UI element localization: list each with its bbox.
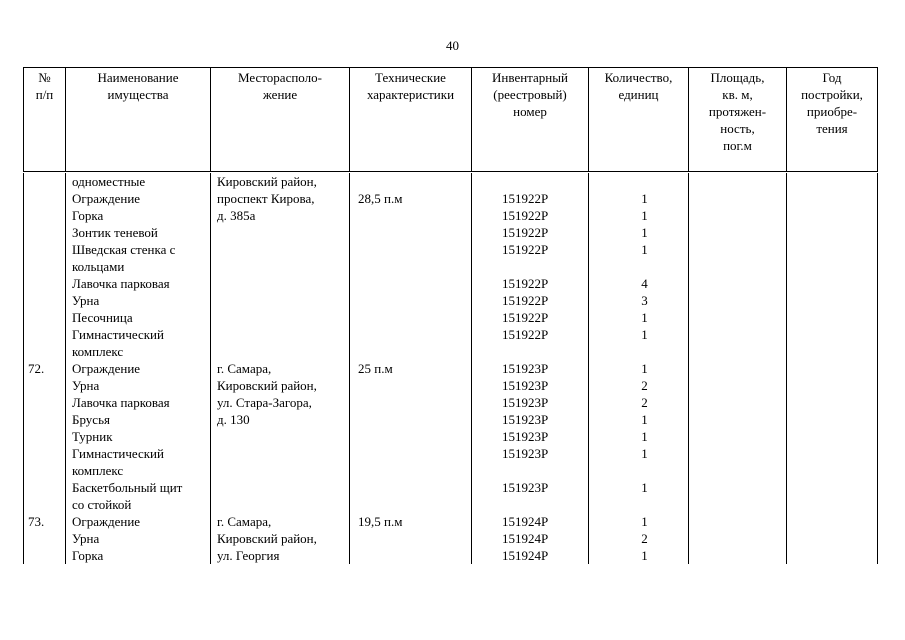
table-row: [24, 360, 878, 377]
row-number: [24, 411, 66, 428]
table-row: [24, 394, 878, 411]
item-location: [211, 224, 350, 241]
item-inventory: 151923Р: [472, 428, 589, 445]
item-location: [211, 275, 350, 292]
item-inventory: 151922Р: [472, 309, 589, 326]
item-tech: [350, 207, 472, 224]
item-inventory: 151922Р: [472, 207, 589, 224]
item-name: Лавочка парковая: [66, 275, 211, 292]
item-inventory: 151922Р: [472, 190, 589, 207]
item-quantity: 1: [589, 445, 689, 479]
item-area: [689, 190, 787, 207]
item-inventory: 151923Р: [472, 479, 589, 513]
item-year: [787, 275, 878, 292]
item-year: [787, 530, 878, 547]
item-name: Горка: [66, 547, 211, 564]
item-tech: [350, 394, 472, 411]
item-name: Песочница: [66, 309, 211, 326]
item-name: Баскетбольный щит со стойкой: [66, 479, 211, 513]
table-row: [24, 377, 878, 394]
item-name: Шведская стенка с кольцами: [66, 241, 211, 275]
item-quantity: 3: [589, 292, 689, 309]
item-tech: [350, 292, 472, 309]
item-quantity: 2: [589, 394, 689, 411]
header-location: Месторасполо- жение: [211, 68, 350, 172]
item-location: Кировский район,: [211, 377, 350, 394]
table-row: [24, 479, 878, 513]
item-quantity: 1: [589, 309, 689, 326]
item-name: Ограждение: [66, 190, 211, 207]
item-location: Кировский район,: [211, 173, 350, 190]
item-location: [211, 445, 350, 479]
item-area: [689, 173, 787, 190]
item-year: [787, 190, 878, 207]
table-row: [24, 275, 878, 292]
header-inventory: Инвентарный (реестровый) номер: [472, 68, 589, 172]
item-area: [689, 309, 787, 326]
item-tech: [350, 411, 472, 428]
item-name: Турник: [66, 428, 211, 445]
row-number: [24, 377, 66, 394]
table-row: [24, 241, 878, 275]
row-number: [24, 326, 66, 360]
item-name: Гимнастический комплекс: [66, 326, 211, 360]
item-year: [787, 292, 878, 309]
item-tech: [350, 479, 472, 513]
item-inventory: 151923Р: [472, 394, 589, 411]
item-area: [689, 360, 787, 377]
item-tech: [350, 445, 472, 479]
item-location: [211, 326, 350, 360]
item-location: д. 385а: [211, 207, 350, 224]
row-number: [24, 479, 66, 513]
item-year: [787, 241, 878, 275]
table-row: [24, 445, 878, 479]
item-year: [787, 207, 878, 224]
item-area: [689, 530, 787, 547]
row-number: [24, 241, 66, 275]
item-area: [689, 513, 787, 530]
item-area: [689, 377, 787, 394]
item-quantity: 4: [589, 275, 689, 292]
item-tech: [350, 326, 472, 360]
item-area: [689, 326, 787, 360]
item-location: [211, 479, 350, 513]
table-body: [23, 173, 878, 564]
item-location: д. 130: [211, 411, 350, 428]
table-row: [24, 513, 878, 530]
item-location: [211, 241, 350, 275]
item-area: [689, 411, 787, 428]
item-inventory: 151922Р: [472, 224, 589, 241]
item-name: Ограждение: [66, 513, 211, 530]
item-name: Урна: [66, 377, 211, 394]
table-row: [24, 326, 878, 360]
header-row: [24, 68, 878, 172]
item-year: [787, 360, 878, 377]
item-name: Горка: [66, 207, 211, 224]
item-tech: [350, 275, 472, 292]
item-inventory: 151924Р: [472, 547, 589, 564]
row-number: [24, 190, 66, 207]
item-tech: [350, 173, 472, 190]
row-number: [24, 275, 66, 292]
item-inventory: 151923Р: [472, 411, 589, 428]
item-name: Гимнастический комплекс: [66, 445, 211, 479]
row-number: [24, 428, 66, 445]
item-name: Зонтик теневой: [66, 224, 211, 241]
item-tech: [350, 547, 472, 564]
item-year: [787, 394, 878, 411]
page-number: 40: [446, 38, 459, 53]
item-name: Урна: [66, 530, 211, 547]
item-name: одноместные: [66, 173, 211, 190]
item-year: [787, 309, 878, 326]
table-row: [24, 547, 878, 564]
row-number: [24, 394, 66, 411]
row-number: [24, 207, 66, 224]
item-location: г. Самара,: [211, 360, 350, 377]
item-tech: 25 п.м: [350, 360, 472, 377]
item-location: [211, 292, 350, 309]
item-tech: [350, 224, 472, 241]
item-inventory: 151923Р: [472, 377, 589, 394]
item-year: [787, 547, 878, 564]
item-quantity: 1: [589, 326, 689, 360]
item-name: Урна: [66, 292, 211, 309]
item-tech: [350, 530, 472, 547]
item-inventory: 151923Р: [472, 445, 589, 479]
row-number: [24, 224, 66, 241]
item-inventory: 151924Р: [472, 530, 589, 547]
row-number: [24, 547, 66, 564]
header-year: Год постройки, приобре- тения: [787, 68, 878, 172]
table-row: [24, 190, 878, 207]
item-location: Кировский район,: [211, 530, 350, 547]
item-area: [689, 445, 787, 479]
item-area: [689, 292, 787, 309]
item-year: [787, 411, 878, 428]
item-tech: [350, 241, 472, 275]
header-tech: Технические характеристики: [350, 68, 472, 172]
table-row: [24, 292, 878, 309]
item-quantity: 2: [589, 377, 689, 394]
item-area: [689, 241, 787, 275]
header-area: Площадь, кв. м, протяжен- ность, пог.м: [689, 68, 787, 172]
row-number: [24, 445, 66, 479]
item-year: [787, 428, 878, 445]
item-year: [787, 173, 878, 190]
item-area: [689, 275, 787, 292]
item-inventory: 151924Р: [472, 513, 589, 530]
table-row: [24, 173, 878, 190]
item-area: [689, 428, 787, 445]
table-header: [23, 67, 878, 172]
item-tech: 28,5 п.м: [350, 190, 472, 207]
table-row: [24, 530, 878, 547]
item-area: [689, 207, 787, 224]
item-area: [689, 394, 787, 411]
item-name: Лавочка парковая: [66, 394, 211, 411]
item-area: [689, 479, 787, 513]
table-row: [24, 207, 878, 224]
item-quantity: 1: [589, 411, 689, 428]
item-quantity: 2: [589, 530, 689, 547]
header-quantity: Количество, единиц: [589, 68, 689, 172]
table-row: [24, 224, 878, 241]
item-inventory: 151923Р: [472, 360, 589, 377]
row-number: [24, 173, 66, 190]
item-location: ул. Стара-Загора,: [211, 394, 350, 411]
item-quantity: 1: [589, 428, 689, 445]
item-tech: [350, 377, 472, 394]
item-quantity: 1: [589, 207, 689, 224]
row-number: 72.: [24, 360, 66, 377]
row-number: [24, 309, 66, 326]
item-quantity: 1: [589, 547, 689, 564]
row-number: [24, 530, 66, 547]
item-location: ул. Георгия: [211, 547, 350, 564]
item-quantity: [589, 173, 689, 190]
item-year: [787, 479, 878, 513]
item-year: [787, 377, 878, 394]
item-quantity: 1: [589, 360, 689, 377]
item-quantity: 1: [589, 224, 689, 241]
table-row: [24, 411, 878, 428]
row-number: 73.: [24, 513, 66, 530]
item-inventory: [472, 173, 589, 190]
item-tech: 19,5 п.м: [350, 513, 472, 530]
header-number: № п/п: [24, 68, 66, 172]
item-tech: [350, 309, 472, 326]
item-area: [689, 547, 787, 564]
item-inventory: 151922Р: [472, 241, 589, 275]
item-quantity: 1: [589, 190, 689, 207]
item-location: г. Самара,: [211, 513, 350, 530]
item-location: [211, 309, 350, 326]
item-location: [211, 428, 350, 445]
item-name: Брусья: [66, 411, 211, 428]
item-area: [689, 224, 787, 241]
item-inventory: 151922Р: [472, 326, 589, 360]
item-year: [787, 224, 878, 241]
table-row: [24, 428, 878, 445]
row-number: [24, 292, 66, 309]
item-year: [787, 326, 878, 360]
item-year: [787, 513, 878, 530]
item-location: проспект Кирова,: [211, 190, 350, 207]
table-row: [24, 309, 878, 326]
item-quantity: 1: [589, 241, 689, 275]
item-name: Ограждение: [66, 360, 211, 377]
header-name: Наименование имущества: [66, 68, 211, 172]
item-quantity: 1: [589, 513, 689, 530]
item-inventory: 151922Р: [472, 292, 589, 309]
item-tech: [350, 428, 472, 445]
item-quantity: 1: [589, 479, 689, 513]
item-inventory: 151922Р: [472, 275, 589, 292]
item-year: [787, 445, 878, 479]
